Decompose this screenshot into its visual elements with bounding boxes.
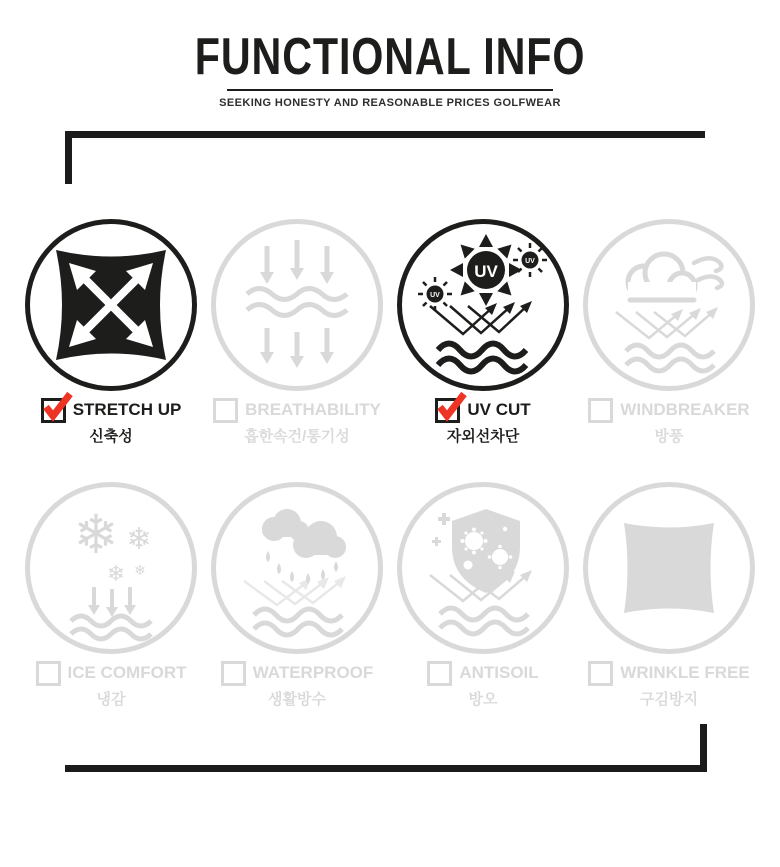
feature-label-korean: 냉감 xyxy=(96,691,126,708)
uv-sun-icon xyxy=(408,230,558,380)
feature-checkbox xyxy=(41,398,66,423)
feature-circle xyxy=(25,219,197,391)
red-checkmark-icon xyxy=(435,389,468,422)
feature-label-korean: 방오 xyxy=(468,691,498,708)
feature-wrinkle-free xyxy=(576,482,762,709)
feature-label-korean: 구김방지 xyxy=(640,691,698,708)
feature-circle xyxy=(583,219,755,391)
shield-germs-icon xyxy=(408,493,558,643)
feature-label: WRINKLE FREE xyxy=(620,663,750,682)
snowflake-icon xyxy=(36,493,186,643)
feature-circle xyxy=(25,482,197,654)
feature-circle xyxy=(583,482,755,654)
feature-label: ICE COMFORT xyxy=(67,663,187,682)
feature-label-korean: 생활방수 xyxy=(268,691,326,708)
feature-uv-cut xyxy=(390,219,576,446)
header xyxy=(0,0,780,109)
svg-text:❄: ❄ xyxy=(106,562,126,587)
title-divider xyxy=(227,89,553,91)
rain-cloud-icon xyxy=(222,493,372,643)
airflow-arrows-icon xyxy=(222,230,372,380)
feature-label-korean: 방풍 xyxy=(654,428,684,445)
feature-label-korean: 자외선차단 xyxy=(446,428,520,445)
feature-grid xyxy=(18,219,762,709)
feature-checkbox xyxy=(221,661,246,686)
feature-label: STRETCH UP xyxy=(72,400,182,419)
red-checkmark-icon xyxy=(41,389,74,422)
feature-label-korean: 흡한속건/통기성 xyxy=(244,428,350,445)
feature-circle xyxy=(211,482,383,654)
feature-checkbox xyxy=(213,398,238,423)
feature-breathability xyxy=(204,219,390,446)
feature-label: ANTISOIL xyxy=(459,663,539,682)
decor-bracket-top-left xyxy=(65,131,705,184)
feature-label-korean: 신축성 xyxy=(89,428,133,445)
svg-text:UV: UV xyxy=(525,258,535,265)
page-title: FUNCTIONAL INFO xyxy=(194,28,586,87)
feature-checkbox xyxy=(36,661,61,686)
page-subtitle: SEEKING HONESTY AND REASONABLE PRICES GOLFWEAR xyxy=(219,97,561,109)
feature-checkbox xyxy=(588,398,613,423)
feature-stretch-up xyxy=(18,219,204,446)
feature-label: WINDBREAKER xyxy=(620,400,750,419)
fabric-square-icon xyxy=(594,493,744,643)
svg-text:UV: UV xyxy=(474,262,498,281)
svg-text:❄: ❄ xyxy=(134,563,146,579)
feature-ice-comfort xyxy=(18,482,204,709)
feature-checkbox xyxy=(427,661,452,686)
svg-text:❄: ❄ xyxy=(126,522,152,557)
feature-windbreaker xyxy=(576,219,762,446)
feature-circle xyxy=(397,482,569,654)
feature-circle xyxy=(397,219,569,391)
svg-text:UV: UV xyxy=(430,292,440,299)
feature-label: WATERPROOF xyxy=(252,663,374,682)
feature-circle xyxy=(211,219,383,391)
decor-bracket-bottom-right xyxy=(65,724,707,772)
wind-cloud-icon xyxy=(594,230,744,380)
feature-label: BREATHABILITY xyxy=(245,400,381,419)
stretch-arrows-icon xyxy=(36,230,186,380)
feature-waterproof xyxy=(204,482,390,709)
feature-label: UV CUT xyxy=(467,400,531,419)
feature-checkbox xyxy=(435,398,460,423)
feature-antisoil xyxy=(390,482,576,709)
feature-checkbox xyxy=(588,661,613,686)
svg-text:❄: ❄ xyxy=(73,503,119,566)
